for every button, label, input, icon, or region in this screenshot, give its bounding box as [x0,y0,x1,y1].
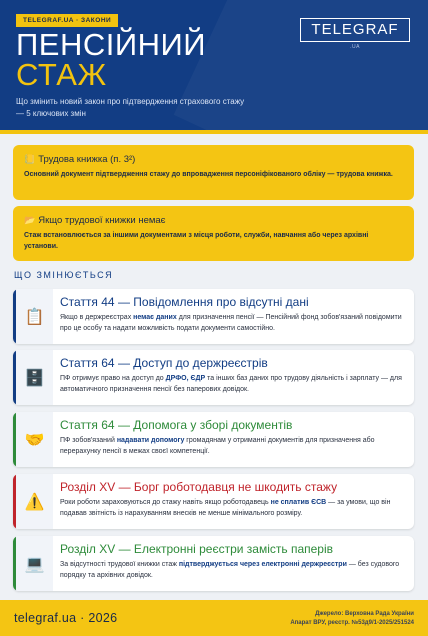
source-line-1: Джерело: Верховна Рада України [315,611,414,617]
title-line-1: ПЕНСІЙНИЙ [16,27,207,62]
card-body: ПФ зобов'язаний надавати допомогу громадянам у отриманні документів для призначення або перерахунку пенсії в межах своєї компетенції. [60,437,375,455]
card-body: Якщо в держреєстрах немає даних для призначення пенсії — Пенсійний фонд зобов'язаний повідомити про це особу та надати можливість подати документи самостійно. [60,314,402,332]
title-line-2: СТАЖ [16,57,107,92]
footer-source [290,610,414,628]
warning-icon: ⚠️ [16,474,53,529]
change-card-section-15-debt [13,474,414,529]
open-folder-icon: 📂 [24,215,36,225]
info-box-text: Стаж встановлюється за іншими документами з місця роботи, служби, навчання або через архівні установи. [24,232,369,250]
footer-brand[interactable]: telegraf.ua · 2026 [14,611,118,625]
subtitle: Що змінить новий закон про підтвердження страхового стажу — 5 ключових змін [16,97,245,118]
card-body: ПФ отримує право на доступ до ДРФО, ЄДР та інших баз даних про трудову діяльність і зарплату — для автоматичного призначення пенсії без паперових довідок. [60,375,402,393]
database-icon: 🗄️ [16,350,53,405]
info-box-title: 📒 Трудова книжка (п. 3²) [24,154,136,165]
header-stripe [0,130,428,134]
info-box-title: 📂 Якщо трудової книжки немає [24,215,166,226]
info-box-labor-book [13,145,414,200]
category-tag: TELEGRAF.UA · ЗАКОНИ [16,14,118,27]
notebook-icon: 📒 [24,154,36,164]
card-body: За відсутності трудової книжки стаж підтверджується через електронні держреєстри — без судового порядку та архівних довідок. [60,561,400,579]
change-card-article-64-registries [13,350,414,405]
clipboard-icon: 📋 [16,289,53,344]
card-title: Стаття 64 — Доступ до держреєстрів [60,356,268,370]
card-title: Розділ XV — Електронні реєстри замість паперів [60,542,334,556]
handshake-icon: 🤝 [16,412,53,467]
info-box-no-labor-book [13,206,414,261]
section-label: ЩО ЗМІНЮЄТЬСЯ [14,270,114,280]
card-title: Стаття 64 — Допомога у зборі документів [60,418,293,432]
source-line-2: Апарат ВРУ, реєстр. №53д9/1-2025/251524 [290,620,414,626]
change-card-article-64-assistance [13,412,414,467]
laptop-icon: 💻 [16,536,53,591]
telegraf-logo-domain: .UA [350,44,360,50]
change-card-section-15-e-registries [13,536,414,591]
footer [0,600,428,636]
change-card-article-44 [13,289,414,344]
info-box-text: Основний документ підтвердження стажу до впровадження персоніфікованого обліку — трудова книжка. [24,171,393,178]
header [0,0,428,134]
card-body: Роки роботи зараховуються до стажу навіть якщо роботодавець не сплатив ЄСВ — за умови, що він подавав звітність із нарахуванням внесків не менше мінімального розміру. [60,499,391,517]
card-title: Стаття 44 — Повідомлення про відсутні дані [60,295,309,309]
telegraf-logo[interactable]: TELEGRAF [300,18,410,42]
card-title: Розділ XV — Борг роботодавця не шкодить стажу [60,480,338,494]
